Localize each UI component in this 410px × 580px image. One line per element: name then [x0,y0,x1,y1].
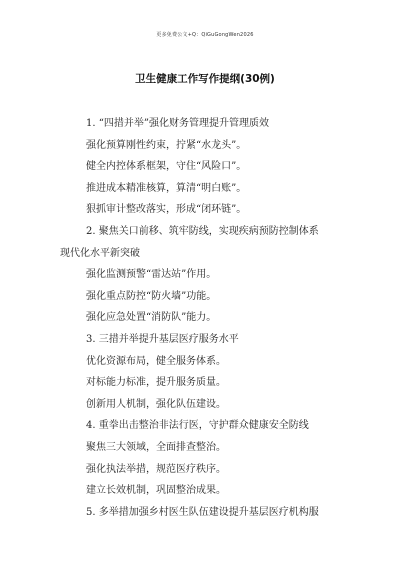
outline-item: 强化应急处置“消防队”能力。 [86,312,217,324]
outline-item: 强化重点防控“防火墙”功能。 [86,290,217,302]
watermark-text: 更多免费公文+Q：QiGuGongWen2026 [156,32,254,38]
outline-item: 聚焦三大领域，全面排查整治。 [86,442,226,453]
section-heading: 2. 聚焦关口前移、筑牢防线，实现疾病预防控制体系 [86,226,319,237]
heading-continuation: 现代化水平新突破 [60,247,140,259]
outline-item: 健全内控体系框架，守住“风险口”。 [86,161,247,173]
section-heading: 1. “四措并举”强化财务管理提升管理质效 [86,118,269,129]
outline-item: 优化资源布局，健全服务体系。 [86,355,226,367]
outline-item: 建立长效机制，巩固整治成果。 [86,485,226,497]
outline-item: 强化预算刚性约束，拧紧“水龙头”。 [86,139,247,151]
section-heading: 4. 重拳出击整治非法行医，守护群众健康安全防线 [86,420,309,432]
outline-item: 强化执法举措，规范医疗秩序。 [86,463,226,475]
document-title: 卫生健康工作写作提纲(30例) [135,73,275,85]
section-heading: 5. 多举措加强乡村医生队伍建设提升基层医疗机构服 [86,506,319,518]
outline-item: 强化监测预警“雷达站”作用。 [86,269,217,281]
outline-item: 狠抓审计整改落实，形成“闭环链”。 [86,204,247,216]
outline-item: 推进成本精准核算，算清“明白账”。 [86,182,247,194]
outline-item: 对标能力标准，提升服务质量。 [86,377,226,389]
outline-item: 创新用人机制，强化队伍建设。 [86,398,226,410]
section-heading: 3. 三措并举提升基层医疗服务水平 [86,334,239,345]
